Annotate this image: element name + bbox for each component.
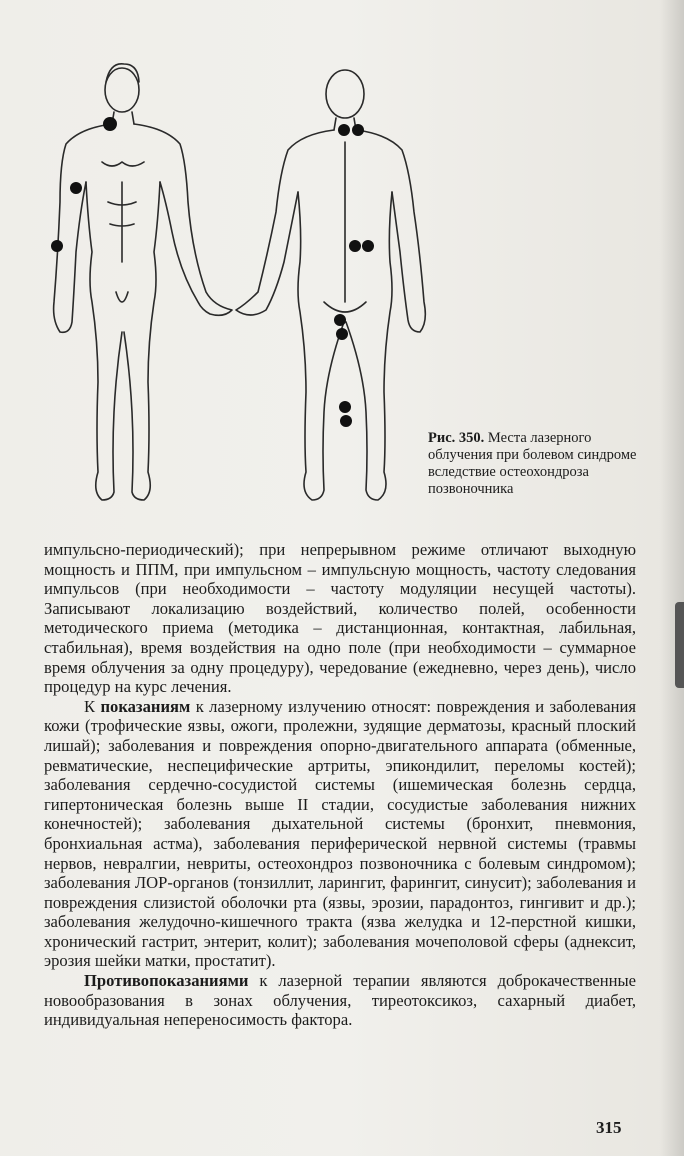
paragraph-text: к лазерной терапии являются доброкачественные новообразования в зонах облучения, тиреотоксикоз, сахарный диабет, индивидуальная непереносимость фактора. bbox=[44, 971, 636, 1030]
figure-caption-text: Места лазерного облучения при болевом синдроме вследствие остеохондроза позвоночника bbox=[428, 430, 637, 497]
page-number: 315 bbox=[596, 1118, 622, 1137]
bold-term: Противопоказаниями bbox=[84, 971, 249, 991]
irradiation-points bbox=[51, 117, 374, 427]
paragraph bbox=[44, 540, 636, 697]
paragraph-text: К bbox=[84, 696, 101, 716]
bold-term: показаниям bbox=[100, 696, 191, 716]
front-body-figure bbox=[54, 64, 232, 500]
body-text bbox=[44, 540, 636, 1030]
figure-caption bbox=[428, 430, 658, 498]
paragraph bbox=[44, 697, 636, 971]
paragraph-text: импульсно-периодический); при непрерывном режиме отличают выходную мощность и ППМ, при импульсном – импульсную мощность, частоту следования импульсов (при необходимости – частоту модуляции несущей частоты). Записывают локализацию воздействий, количество полей, особенности методического приема (методика – дистанционная, контактная, лабильная, стабильная), время воздействия на одно поле (при необходимости – суммарное время облучения за одну процедуру), чередование (ежедневно, через день), число процедур на курс лечения. bbox=[44, 540, 636, 697]
figure bbox=[40, 52, 440, 522]
paragraph bbox=[44, 971, 636, 1030]
figure-caption-label: Рис. 350. bbox=[428, 430, 485, 446]
back-body-figure bbox=[236, 70, 425, 500]
page-edge-shadow bbox=[660, 0, 684, 1156]
paragraph-text: к лазерному излучению относят: повреждения и заболевания кожи (трофические язвы, ожоги, пролежни, зудящие дерматозы, красный плоский лишай); заболевания и повреждения опорно-двигательного аппарата (обменные, ревматические, неспецифические артриты, эпикондилит, переломы костей); заболевания сердечно-сосудистой системы (ишемическая болезнь сердца, гипертоническая болезнь выше II стадии, сосудистые заболевания нижних конечностей); заболевания дыхательной системы (бронхит, пневмония, бронхиальная астма), заболевания периферической нервной системы (травмы нервов, невралгии, невриты, остеохондроз позвоночника с болевым синдромом); заболевания ЛОР-органов (тонзиллит, ларингит, фарингит, синусит); заболевания и повреждения слизистой оболочки рта (язвы, эрозии, парадонтоз, гингивит и др.); заболевания желудочно-кишечного тракта (язва желудка и 12-перстной кишки, хронический гастрит, энтерит, колит); заболевания мочеполовой сферы (аднексит, эрозия шейки матки, простатит). bbox=[44, 696, 636, 971]
page-edge-tab bbox=[675, 602, 684, 688]
body-figures-illustration bbox=[40, 52, 440, 522]
